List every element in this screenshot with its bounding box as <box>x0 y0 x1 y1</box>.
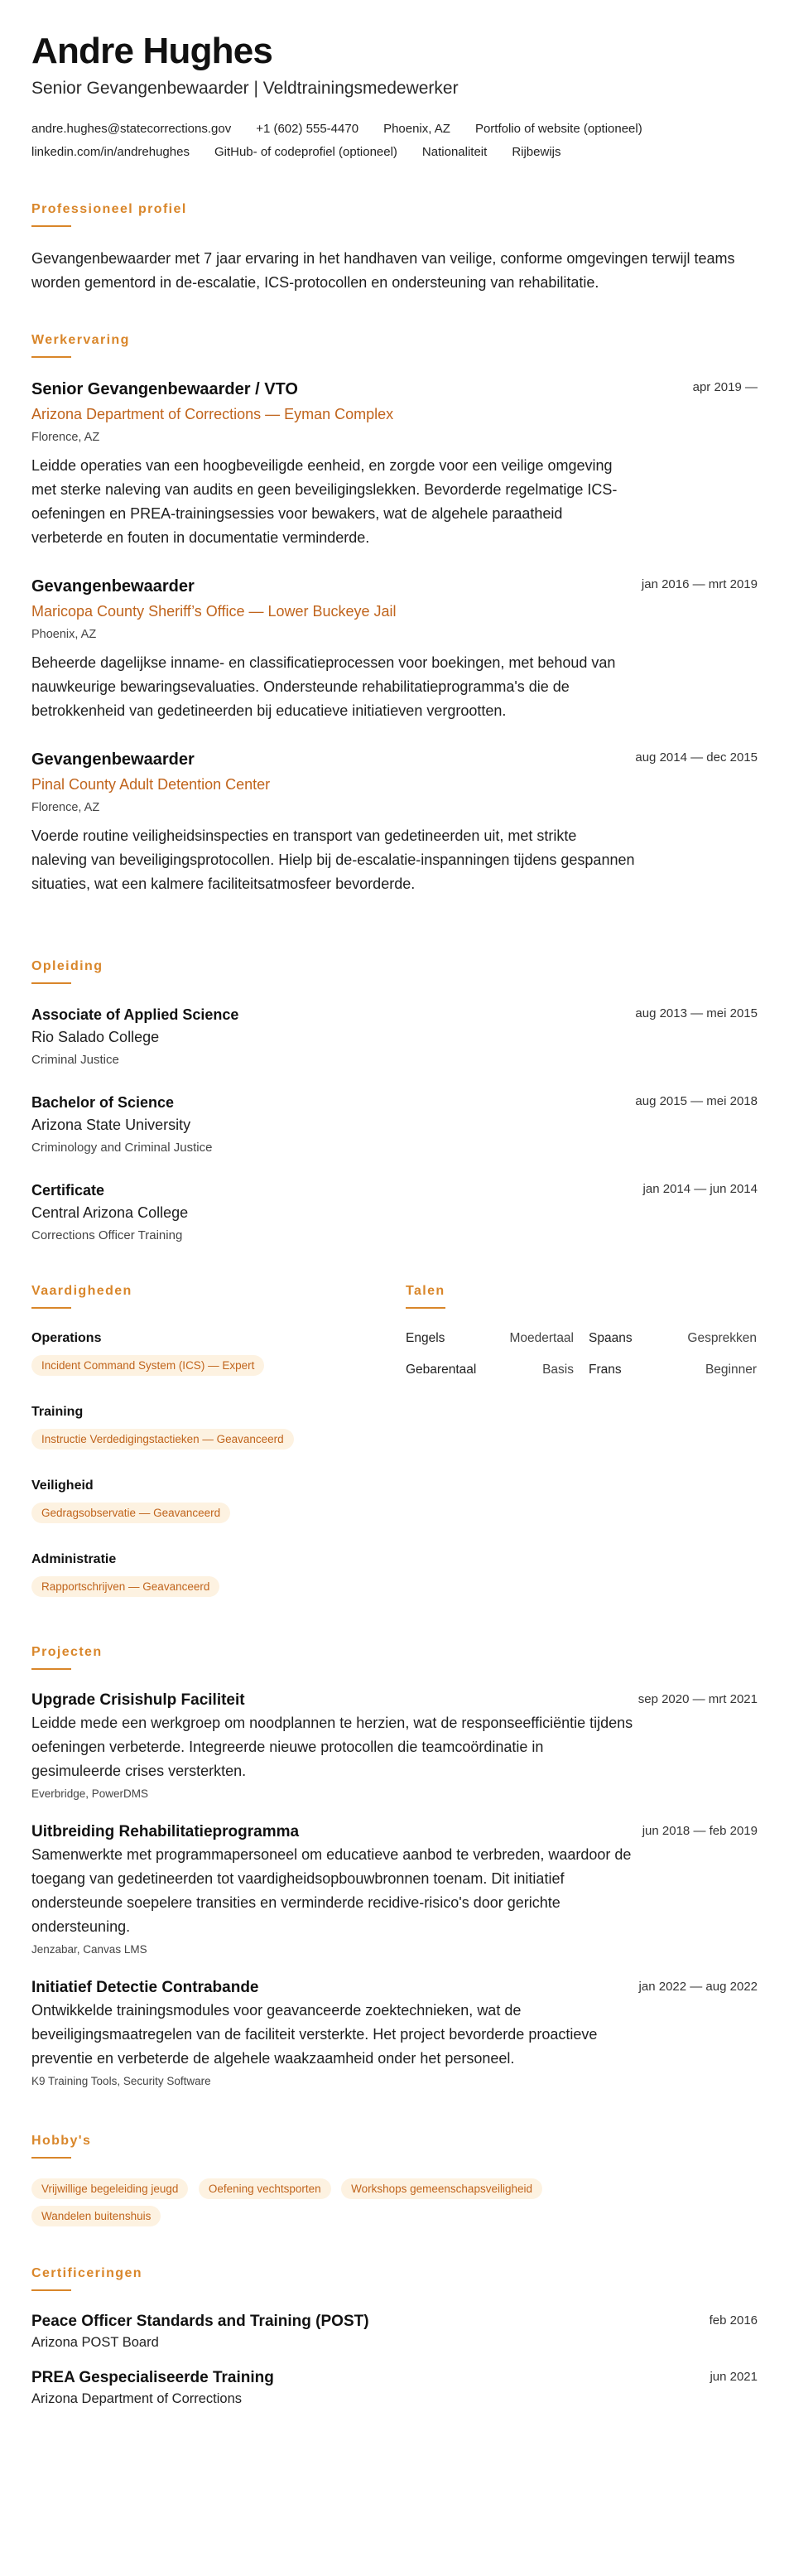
language-name: Engels <box>406 1331 445 1345</box>
section-divider <box>31 356 71 358</box>
education-field: Corrections Officer Training <box>31 1228 183 1242</box>
language-level: Moedertaal <box>509 1331 574 1345</box>
certification-entry <box>31 2367 758 2409</box>
experience-entry <box>31 575 758 723</box>
language-item <box>406 1329 574 1348</box>
section-title-languages: Talen <box>406 1284 445 1298</box>
language-level: Basis <box>542 1363 574 1377</box>
projects-section <box>31 1623 758 2091</box>
project-description: Ontwikkelde trainingsmodules voor geavanceerde zoektechnieken, wat de beveiligingsmaatregelen van de faciliteit versterkte. Het project bevorderde proactieve preventie en verbeterde de algehele waakzaamheid onder het personeel. <box>31 2002 598 2067</box>
language-level: Gesprekken <box>687 1331 757 1345</box>
education-entry <box>31 1004 758 1070</box>
language-name: Frans <box>589 1363 622 1377</box>
experience-entry <box>31 748 758 896</box>
experience-description: Leidde operaties van een hoogbeveiligde eenheid, en zorgde voor een veilige omgeving met sterke naleving van audits en geen beveiligingslekken. Bevorderde regelmatige ICS-oefeningen en PREA-trainingsessies voor bewakers, wat de algehele paraatheid verbeterde en fouten in documentatie verminderde. <box>31 457 618 546</box>
language-name: Spaans <box>589 1331 633 1345</box>
section-title-profile: Professioneel profiel <box>31 202 187 216</box>
contact-linkedin[interactable]: linkedin.com/in/andrehughes <box>31 145 190 159</box>
section-divider <box>31 1668 71 1670</box>
section-title-education: Opleiding <box>31 959 103 973</box>
section-divider <box>31 2289 71 2291</box>
certification-date: feb 2016 <box>709 2313 758 2328</box>
language-list <box>406 1329 757 1380</box>
skill-category: Administratie <box>31 1552 117 1566</box>
hobby-tag: Oefening vechtsporten <box>199 2178 331 2199</box>
experience-role: Gevangenbewaarder <box>31 577 195 596</box>
experience-section <box>31 295 758 896</box>
section-title-skills: Vaardigheden <box>31 1284 132 1298</box>
skills-languages-row <box>31 1267 758 1623</box>
education-date: aug 2015 — mei 2018 <box>635 1094 758 1108</box>
project-tech: Everbridge, PowerDMS <box>31 1787 149 1800</box>
contact-email[interactable]: andre.hughes@statecorrections.gov <box>31 122 232 136</box>
hobby-tag: Workshops gemeenschapsveiligheid <box>341 2178 542 2199</box>
experience-org: Maricopa County Sheriff’s Office — Lower Buckeye Jail <box>31 603 397 620</box>
skill-tag: Instructie Verdedigingstactieken — Geavanceerd <box>31 1429 294 1450</box>
project-tech: Jenzabar, Canvas LMS <box>31 1943 147 1956</box>
education-school: Rio Salado College <box>31 1029 160 1045</box>
skill-group <box>31 1476 406 1530</box>
section-title-certifications: Certificeringen <box>31 2266 142 2280</box>
project-date: jan 2022 — aug 2022 <box>638 1980 758 1994</box>
skill-group <box>31 1329 406 1382</box>
education-date: jan 2014 — jun 2014 <box>642 1182 758 1196</box>
experience-location: Florence, AZ <box>31 431 100 444</box>
education-entry <box>31 1092 758 1158</box>
project-tech: K9 Training Tools, Security Software <box>31 2075 211 2087</box>
language-item <box>589 1329 757 1348</box>
education-field: Criminology and Criminal Justice <box>31 1141 213 1155</box>
experience-org: Arizona Department of Corrections — Eyman Complex <box>31 406 394 422</box>
project-description: Samenwerkte met programmapersoneel om educatieve aanbod te verbreden, waardoor de toegang van gedetineerden tot vaardigheidsopbouwbronnen toenam. Dit initiatief ondersteunde soepelere transities en verminderde recidive-risico's door gerichte ondersteuning. <box>31 1846 632 1935</box>
project-date: sep 2020 — mrt 2021 <box>637 1692 758 1706</box>
education-school: Central Arizona College <box>31 1204 189 1221</box>
skill-group <box>31 1550 406 1604</box>
education-degree: Associate of Applied Science <box>31 1006 239 1023</box>
skills-section <box>31 1267 406 1623</box>
project-name: Uitbreiding Rehabilitatieprogramma <box>31 1823 300 1840</box>
contact-portfolio[interactable]: Portfolio of website (optioneel) <box>474 122 642 136</box>
contact-list <box>31 118 758 164</box>
certification-issuer: Arizona Department of Corrections <box>31 2391 243 2406</box>
certification-name: Peace Officer Standards and Training (POST) <box>31 2313 369 2330</box>
skill-category: Operations <box>31 1331 102 1345</box>
language-level: Beginner <box>705 1363 757 1377</box>
experience-entry <box>31 378 758 550</box>
section-divider <box>31 225 71 227</box>
section-divider <box>31 982 71 984</box>
certification-name: PREA Gespecialiseerde Training <box>31 2369 274 2386</box>
contact-license: Rijbewijs <box>512 145 561 159</box>
experience-date: aug 2014 — dec 2015 <box>635 750 758 765</box>
certification-date: jun 2021 <box>710 2370 758 2384</box>
education-date: aug 2013 — mei 2015 <box>635 1006 758 1020</box>
section-title-projects: Projecten <box>31 1645 103 1659</box>
section-divider <box>31 1307 71 1309</box>
hobby-list <box>31 2178 644 2233</box>
section-title-experience: Werkervaring <box>31 333 130 347</box>
experience-description: Beheerde dagelijkse inname- en classificatieprocessen voor boekingen, met behoud van nauwkeurige bewaringsevaluaties. Ondersteunde rehabilitatieprogramma's die de betrokkenheid van gedetineerden bij educatieve initiatieven vergrootten. <box>31 654 616 719</box>
education-section <box>31 921 758 1246</box>
language-item <box>406 1360 574 1380</box>
experience-role: Gevangenbewaarder <box>31 750 195 769</box>
languages-section <box>406 1267 757 1623</box>
experience-description: Voerde routine veiligheidsinspecties en transport van gedetineerden uit, met strikte naleving van beveiligingsprotocollen. Hielp bij de-escalatie-inspanningen tijdens gespannen situaties, wat een kalmere faciliteitsatmosfeer bevorderde. <box>31 827 635 892</box>
experience-org: Pinal County Adult Detention Center <box>31 776 271 793</box>
section-title-hobbies: Hobby's <box>31 2134 92 2148</box>
experience-location: Phoenix, AZ <box>31 628 97 641</box>
skill-tag: Incident Command System (ICS) — Expert <box>31 1355 264 1376</box>
person-name: Andre Hughes <box>31 31 273 71</box>
project-entry <box>31 1977 758 2091</box>
section-divider <box>406 1307 445 1309</box>
experience-location: Florence, AZ <box>31 801 100 814</box>
project-entry <box>31 1690 758 1803</box>
job-subtitle: Senior Gevangenbewaarder | Veldtrainingsmedewerker <box>31 79 459 98</box>
experience-date: jan 2016 — mrt 2019 <box>641 577 758 591</box>
language-item <box>589 1360 757 1380</box>
certifications-section <box>31 2233 758 2409</box>
education-school: Arizona State University <box>31 1117 191 1133</box>
language-name: Gebarentaal <box>406 1363 477 1377</box>
hobby-tag: Wandelen buitenshuis <box>31 2206 161 2226</box>
contact-location: Phoenix, AZ <box>383 122 450 136</box>
resume-header <box>31 30 758 164</box>
experience-role: Senior Gevangenbewaarder / VTO <box>31 380 298 398</box>
project-name: Upgrade Crisishulp Faciliteit <box>31 1691 245 1709</box>
education-entry <box>31 1179 758 1246</box>
project-description: Leidde mede een werkgroep om noodplannen te herzien, wat de responseefficiëntie tijdens oefeningen verbeterde. Integreerde nieuwe protocollen die teamcoördinatie in gesimuleerde crises versterkten. <box>31 1715 633 1779</box>
contact-github[interactable]: GitHub- of codeprofiel (optioneel) <box>214 145 397 159</box>
section-divider <box>31 2157 71 2159</box>
skill-category: Training <box>31 1405 84 1419</box>
education-degree: Certificate <box>31 1182 105 1199</box>
skill-category: Veiligheid <box>31 1479 94 1493</box>
profile-section <box>31 164 758 295</box>
contact-phone[interactable]: +1 (602) 555-4470 <box>256 122 359 136</box>
project-date: jun 2018 — feb 2019 <box>642 1824 758 1838</box>
skill-tag: Rapportschrijven — Geavanceerd <box>31 1576 219 1597</box>
certification-issuer: Arizona POST Board <box>31 2335 159 2350</box>
education-degree: Bachelor of Science <box>31 1094 175 1111</box>
project-entry <box>31 1821 758 1959</box>
contact-nationality: Nationaliteit <box>421 145 488 159</box>
hobbies-section <box>31 2109 758 2233</box>
experience-date: apr 2019 — <box>692 380 758 394</box>
education-field: Criminal Justice <box>31 1053 119 1067</box>
skill-group <box>31 1402 406 1456</box>
profile-text: Gevangenbewaarder met 7 jaar ervaring in het handhaven van veilige, conforme omgevingen terwijl teams worden gementord in de-escalatie, ICS-protocollen en ondersteuning van rehabilitatie. <box>31 250 735 291</box>
hobby-tag: Vrijwillige begeleiding jeugd <box>31 2178 188 2199</box>
skill-tag: Gedragsobservatie — Geavanceerd <box>31 1503 230 1523</box>
certification-entry <box>31 2311 758 2352</box>
project-name: Initiatief Detectie Contrabande <box>31 1979 259 1996</box>
